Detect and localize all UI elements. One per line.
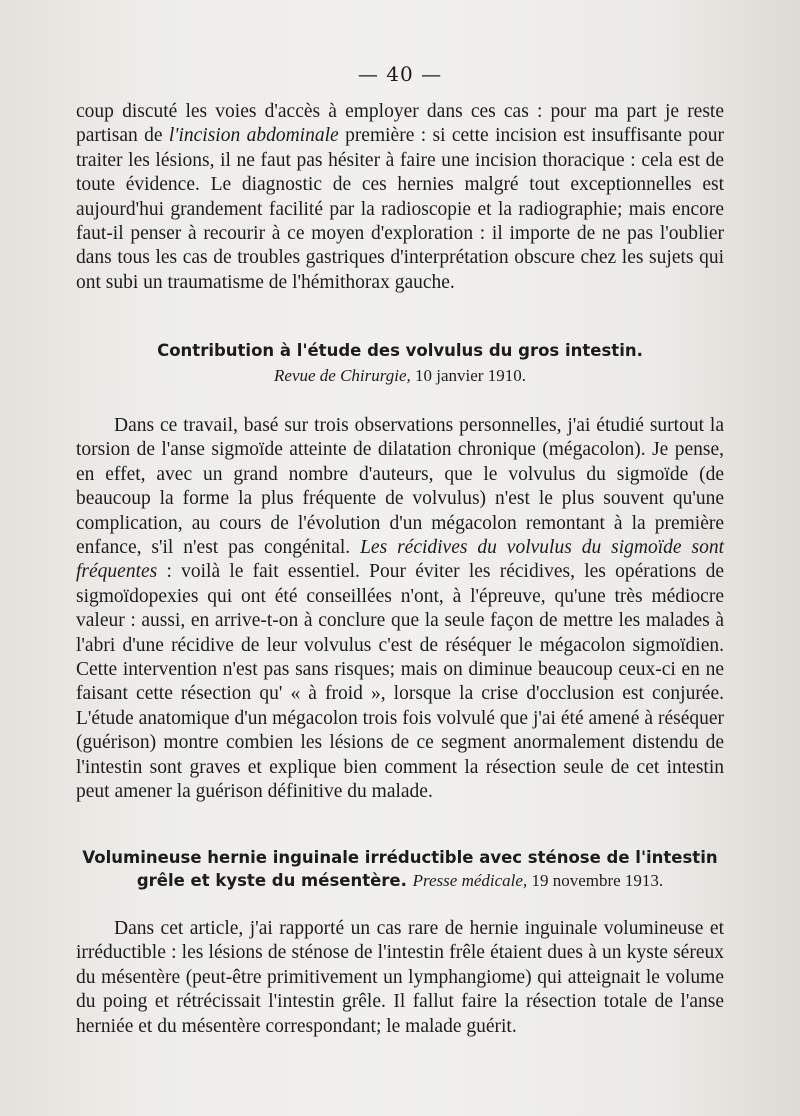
section1-date: 10 janvier 1910.	[410, 366, 526, 385]
page-number: — 40 —	[357, 62, 443, 86]
section2-heading	[76, 846, 724, 892]
section1-text-2: : voilà le fait essentiel. Pour éviter les récidives, les opérations de sigmoïdopexies qui ont été conseillées n'ont, à l'épreuve, qu'une très médiocre valeur : aussi, en arrive-t-on à conclure que la seule façon de mettre les malades à l'abri d'une récidive de leur volvulus c'est de réséquer le mégacolon sigmoïdien. Cette intervention n'est pas sans risques; mais on diminue beaucoup ceux-ci en ne faisant cette résection qu' « à froid », lorsque la crise d'occlusion est conjurée. L'étude anatomique d'un mégacolon trois fois volvulé que j'ai été amené à réséquer (guérison) montre combien les lésions de ce segment anormalement distendu de l'intestin sont graves et explique bien comment la résection seule de cet intestin peut amener la guérison définitive du malade.	[76, 561, 724, 803]
section2-journal: Presse médicale,	[412, 871, 528, 890]
intro-text-2: première : si cette incision est insuffisante pour traiter les lésions, il ne faut pas hésiter à faire une incision thoracique : cela est de toute évidence. Le diagnostic de ces hernies malgré tout exceptionnelles est aujourd'hui grandement facilité par la radioscopie et la radiographie; mais encore faut-il penser à recourir à ce moyen d'exploration : il importe de ne pas l'oublier dans tous les cas de troubles gastriques d'interprétation obscure chez les sujets qui ont subi un traumatisme de l'hémithorax gauche.	[76, 125, 724, 293]
section2-paragraph	[76, 917, 724, 1039]
intro-text-1: coup discuté les voies d'accès à employer dans ces cas : pour ma part je reste partisan de	[76, 101, 724, 147]
section1-text-1: Dans ce travail, basé sur trois observations personnelles, j'ai étudié surtout la torsion de l'anse sigmoïde atteinte de dilatation chronique (mégacolon). Je pense, en effet, avec un grand nombre d'auteurs, que le volvulus du sigmoïde (de beaucoup la forme la plus fréquente de volvulus) n'est le plus souvent qu'une complication, au cours de l'évolution d'un mégacolon remontant à la première enfance, s'il n'est pas congénital.	[76, 415, 724, 559]
intro-paragraph	[76, 100, 724, 295]
section2-title-line2: grêle et kyste du mésentère.	[136, 871, 407, 890]
section2-title-line1: Volumineuse hernie inguinale irréductible avec sténose de l'intestin	[82, 848, 718, 867]
section1-title: Contribution à l'étude des volvulus du gros intestin.	[157, 341, 643, 360]
section1-emphasis: Les récidives du volvulus du sigmoïde sont fréquentes	[76, 537, 724, 583]
section1-paragraph	[76, 414, 724, 805]
section2-date: 19 novembre 1913.	[527, 871, 664, 890]
section1-citation	[76, 366, 724, 386]
intro-emphasis: l'incision abdominale	[168, 125, 339, 147]
section2-text: Dans cet article, j'ai rapporté un cas rare de hernie inguinale volumineuse et irréductible : les lésions de sténose de l'intestin frêle étaient dues à un kyste séreux du mésentère (peut-être primitivement un lymphangiome) qui atteignait le volume du poing et rétrécissait l'intestin grêle. Il fallut faire la résection totale de l'anse herniée et du mésentère correspondant; le malade guérit.	[76, 918, 724, 1037]
section1-journal: Revue de Chirurgie,	[274, 366, 411, 385]
